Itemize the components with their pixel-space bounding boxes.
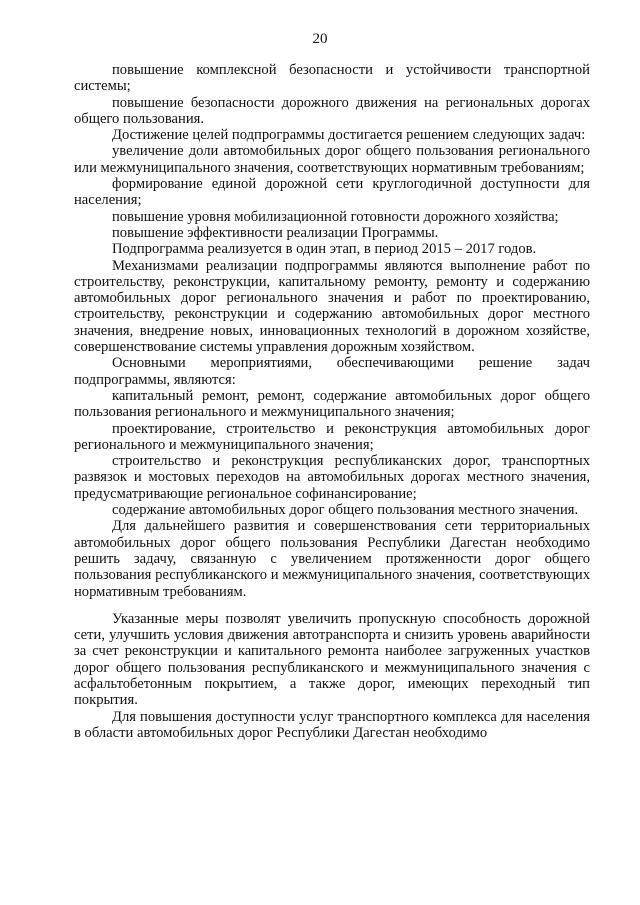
paragraph: Основными мероприятиями, обеспечивающими решение задач подпрограммы, являются: xyxy=(74,355,590,388)
paragraph: капитальный ремонт, ремонт, содержание автомобильных дорог общего пользования регионального и межмуниципального значения; xyxy=(74,387,590,421)
page-number: 20 xyxy=(312,31,328,47)
paragraph: повышение безопасности дорожного движения на региональных дорогах общего пользования. xyxy=(74,94,590,127)
paragraph: Для дальнейшего развития и совершенствования сети территориальных автомобильных дорог общего пользования Республики Дагестан необходимо решить задачу, связанную с увеличением протяженности дорог общего пользования республиканского и межмуниципального значения, соответствующих нормативным требованиям. xyxy=(74,518,590,600)
paragraph: повышение комплексной безопасности и устойчивости транспортной системы; xyxy=(74,62,590,95)
document-body xyxy=(74,62,590,741)
paragraph: Для повышения доступности услуг транспортного комплекса для населения в области автомобильных дорог Республики Дагестан необходимо xyxy=(74,708,590,741)
paragraph: Подпрограмма реализуется в один этап, в период 2015 – 2017 годов. xyxy=(112,241,537,258)
paragraph: повышение уровня мобилизационной готовности дорожного хозяйства; xyxy=(112,208,559,225)
paragraph: Указанные меры позволят увеличить пропускную способность дорожной сети, улучшить условия движения автотранспорта и снизить уровень аварийности за счет реконструкции и капитального ремонта наиболее загруженных участков дорог общего пользования республиканского и межмуниципального значения с асфальтобетонным покрытием, а также дорог, имеющих переходный тип покрытия. xyxy=(74,610,590,709)
paragraph: повышение эффективности реализации Программы. xyxy=(112,224,439,241)
paragraph: Механизмами реализации подпрограммы являются выполнение работ по строительству, реконструкции, капитальному ремонту, ремонту и содержанию автомобильных дорог регионального значения и работ по проектированию, строительству, реконструкции и содержанию автомобильных дорог местного значения, внедрение новых, инновационных технологий в дорожном хозяйстве, совершенствование системы управления дорожным хозяйством. xyxy=(74,257,590,356)
paragraph: проектирование, строительство и реконструкция автомобильных дорог регионального и межмуниципального значения; xyxy=(74,420,590,453)
paragraph: содержание автомобильных дорог общего пользования местного значения. xyxy=(112,502,579,519)
paragraph: увеличение доли автомобильных дорог общего пользования регионального или межмуниципального значения, соответствующих нормативным требованиям; xyxy=(74,143,590,176)
paragraph: Достижение целей подпрограммы достигается решением следующих задач: xyxy=(112,127,586,144)
paragraph: формирование единой дорожной сети круглогодичной доступности для населения; xyxy=(74,176,590,209)
paragraph: строительство и реконструкция республиканских дорог, транспортных развязок и мостовых переходов на автомобильных дорогах местного значения, предусматривающие региональное софинансирование; xyxy=(74,453,590,502)
